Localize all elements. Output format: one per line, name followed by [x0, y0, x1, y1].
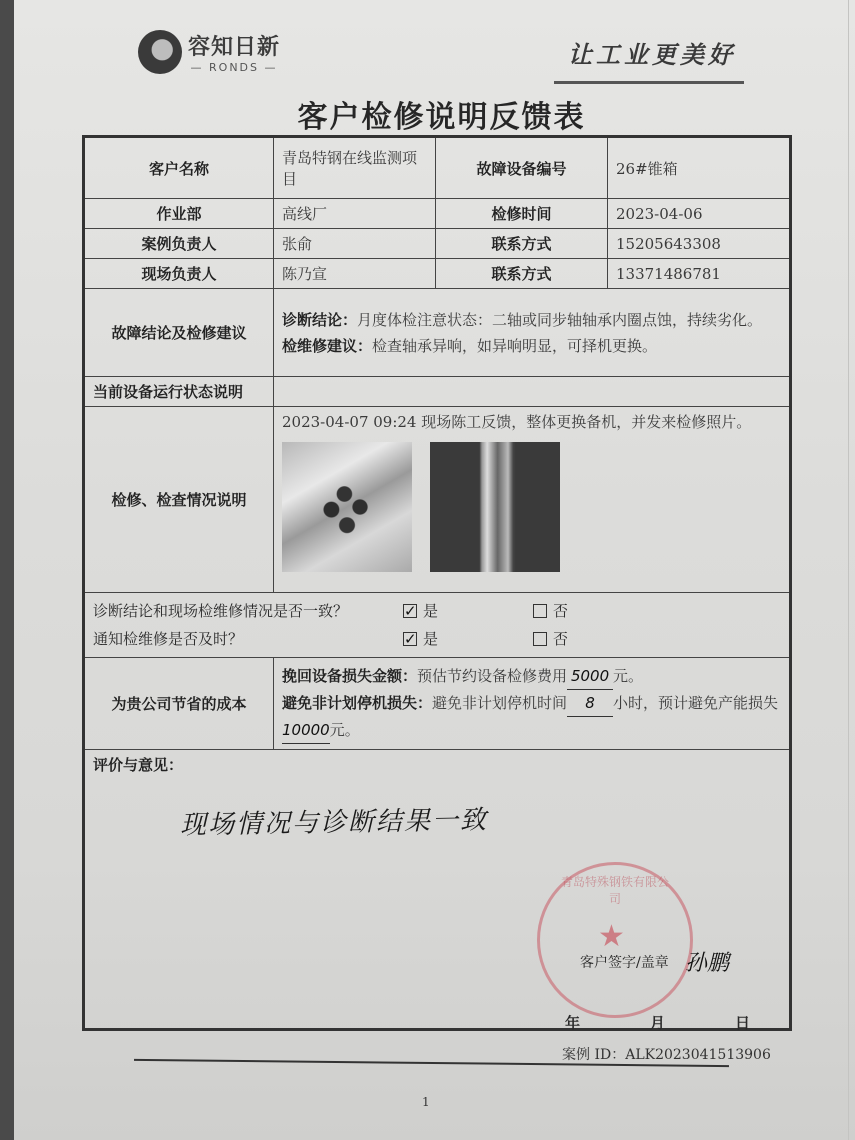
- case-owner-label: 案例负责人: [84, 229, 274, 259]
- year-label: 年: [565, 1014, 581, 1032]
- recovered-prefix: 预估节约设备检修费用: [417, 667, 568, 685]
- diagnosis-section-label: 故障结论及检修建议: [84, 289, 274, 377]
- customer-signature[interactable]: 孙鹏: [685, 951, 730, 976]
- check-question: 通知检维修是否及时？: [93, 630, 244, 648]
- advice-text: 检查轴承异响，如异响明显，可择机更换。: [372, 336, 658, 355]
- seal-text: 青岛特殊钢铁有限公司: [560, 875, 669, 906]
- site-owner-label: 现场负责人: [84, 259, 274, 289]
- no-label: 否: [553, 602, 569, 620]
- department-label: 作业部: [84, 199, 274, 229]
- handwritten-comment[interactable]: 现场情况与诊断结果一致: [179, 805, 489, 841]
- day-label: 日: [735, 1014, 751, 1032]
- downtime-mid-text: 小时，预计避免产能损失: [613, 694, 779, 712]
- recovered-amount-field[interactable]: 5000: [567, 663, 613, 690]
- currency-suffix: 元。: [329, 721, 360, 739]
- downtime-hours-field[interactable]: 8: [567, 690, 613, 717]
- savings-content: [274, 658, 791, 750]
- inspection-content: [274, 407, 791, 593]
- header-divider: [554, 81, 744, 84]
- repair-time-label: 检修时间: [436, 199, 608, 229]
- contact-label: 联系方式: [436, 229, 608, 259]
- contact-label: 联系方式: [436, 259, 608, 289]
- advice-label: 检维修建议：: [282, 336, 373, 355]
- yes-label: 是: [423, 602, 439, 620]
- no-checkbox[interactable]: [533, 632, 547, 646]
- no-checkbox[interactable]: [533, 604, 547, 618]
- case-owner-value: 张俞: [274, 229, 436, 259]
- downtime-label: 避免非计划停机损失：: [282, 694, 433, 712]
- star-icon: ★: [598, 919, 625, 954]
- page-number: 1: [422, 1095, 430, 1109]
- month-label: 月: [650, 1014, 666, 1032]
- inspection-section-label: 检修、检查情况说明: [84, 407, 274, 593]
- company-seal: [537, 862, 693, 1018]
- checks-section: [84, 593, 791, 658]
- conclusion-text: 月度体检注意状态：二轴或同步轴轴承内圈点蚀，持续劣化。: [357, 310, 763, 329]
- document-page: [14, 0, 855, 1140]
- recovered-label: 挽回设备损失金额：: [282, 667, 418, 685]
- check-row-consistency: [93, 597, 781, 625]
- page-edge: [848, 0, 849, 1140]
- conclusion-label: 诊断结论：: [282, 310, 358, 329]
- bearing-ring-photo: [430, 442, 560, 572]
- department-value: 高线厂: [274, 199, 436, 229]
- downtime-prefix: 避免非计划停机时间: [432, 694, 568, 712]
- repair-time-value: 2023-04-06: [608, 199, 791, 229]
- logo-english-name: — RONDS —: [190, 61, 278, 74]
- signature-date: [565, 1012, 750, 1033]
- yes-label: 是: [423, 630, 439, 648]
- customer-name-label: 客户名称: [84, 137, 274, 199]
- no-label: 否: [553, 630, 569, 648]
- case-id: 案例 ID：ALK2023041513906: [562, 1047, 771, 1063]
- status-content: [274, 377, 791, 407]
- currency-suffix: 元。: [613, 667, 644, 685]
- company-logo: [138, 30, 280, 74]
- device-id-value: 26#锥箱: [608, 137, 791, 199]
- inspection-photos: [282, 442, 781, 572]
- savings-section-label: 为贵公司节省的成本: [84, 658, 274, 750]
- slogan: 让工业更美好: [568, 40, 736, 69]
- diagnosis-content: [274, 289, 791, 377]
- check-question: 诊断结论和现场检维修情况是否一致？: [93, 602, 349, 620]
- feedback-form-table: [82, 135, 792, 1031]
- comments-section: [84, 750, 791, 1030]
- ronds-logo-icon: [138, 30, 182, 74]
- yes-checkbox[interactable]: [403, 632, 417, 646]
- page-title: 客户检修说明反馈表: [297, 100, 586, 135]
- bearing-balls-photo: [282, 442, 412, 572]
- capacity-loss-field[interactable]: 10000: [282, 717, 330, 744]
- logo-chinese-name: 容知日新: [188, 35, 281, 60]
- device-id-label: 故障设备编号: [436, 137, 608, 199]
- contact-value: 15205643308: [608, 229, 791, 259]
- status-section-label: 当前设备运行状态说明: [84, 377, 274, 407]
- contact-value: 13371486781: [608, 259, 791, 289]
- inspection-text: 2023-04-07 09:24 现场陈工反馈，整体更换备机，并发来检修照片。: [282, 413, 752, 431]
- signature-label: 客户签字/盖章: [580, 955, 669, 971]
- yes-checkbox[interactable]: [403, 604, 417, 618]
- customer-name-value: 青岛特钢在线监测项目: [274, 137, 436, 199]
- site-owner-value: 陈乃宣: [274, 259, 436, 289]
- comments-label: 评价与意见：: [93, 756, 184, 774]
- check-row-timeliness: [93, 625, 781, 653]
